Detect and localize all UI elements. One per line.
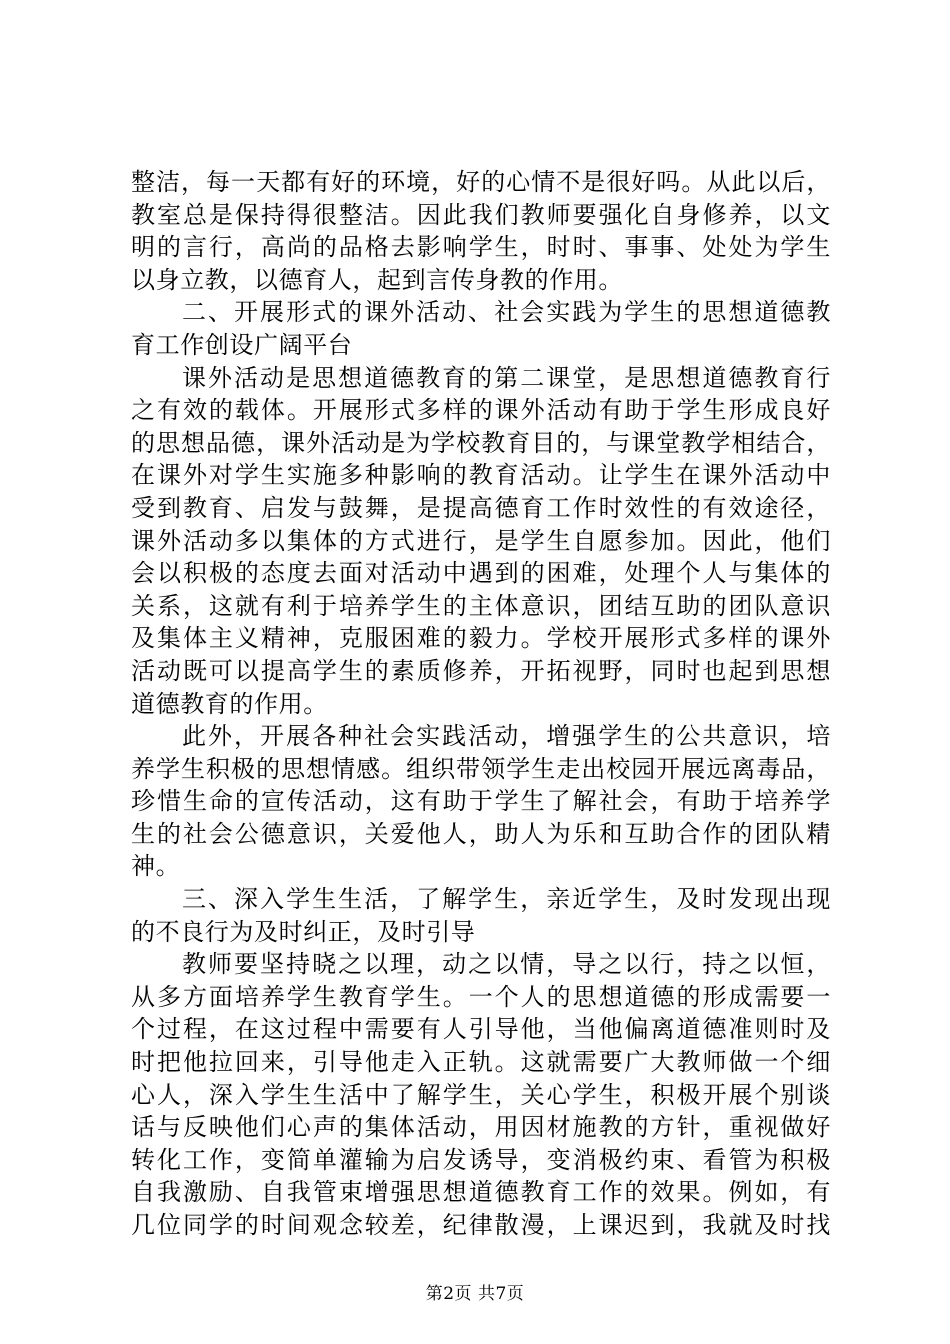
text-line: 教师要坚持晓之以理，动之以情，导之以行，持之以恒， xyxy=(182,950,831,979)
text-line: 整洁，每一天都有好的环境，好的心情不是很好吗。从此以后， xyxy=(131,168,831,196)
section-heading-line: 的不良行为及时纠正，及时引导 xyxy=(131,917,476,946)
text-line: 会以积极的态度去面对活动中遇到的困难，处理个人与集体的 xyxy=(131,559,831,588)
text-line: 时把他拉回来，引导他走入正轨。这就需要广大教师做一个细 xyxy=(131,1048,831,1077)
text-line: 神。 xyxy=(131,852,181,881)
text-line: 生的社会公德意识，关爱他人，助人为乐和互助合作的团队精 xyxy=(131,819,831,848)
text-line: 珍惜生命的宣传活动，这有助于学生了解社会，有助于培养学 xyxy=(131,787,831,816)
text-line: 此外，开展各种社会实践活动，增强学生的公共意识，培 xyxy=(182,722,831,751)
page-number-footer: 第2页 共7页 xyxy=(425,1284,525,1304)
text-line: 养学生积极的思想情感。组织带领学生走出校园开展远离毒品， xyxy=(131,754,831,783)
text-line: 及集体主义精神，克服困难的毅力。学校开展形式多样的课外 xyxy=(131,624,831,653)
text-line: 受到教育、启发与鼓舞，是提高德育工作时效性的有效途径， xyxy=(131,493,831,522)
text-line: 课外活动是思想道德教育的第二课堂，是思想道德教育行 xyxy=(182,363,831,392)
text-line: 转化工作，变简单灌输为启发诱导，变消极约束、看管为积极 xyxy=(131,1145,831,1174)
text-line: 关系，这就有利于培养学生的主体意识，团结互助的团队意识 xyxy=(131,591,831,620)
text-line: 从多方面培养学生教育学生。一个人的思想道德的形成需要一 xyxy=(131,982,831,1011)
text-line: 明的言行，高尚的品格去影响学生，时时、事事、处处为学生 xyxy=(131,233,831,262)
text-line: 个过程，在这过程中需要有人引导他，当他偏离道德准则时及 xyxy=(131,1015,831,1044)
text-line: 的思想品德，课外活动是为学校教育目的，与课堂教学相结合， xyxy=(131,428,831,457)
text-line: 教室总是保持得很整洁。因此我们教师要强化自身修养，以文 xyxy=(131,200,831,229)
text-line: 心人，深入学生生活中了解学生，关心学生，积极开展个别谈 xyxy=(131,1080,831,1109)
text-line: 话与反映他们心声的集体活动，用因材施教的方针，重视做好 xyxy=(131,1113,831,1142)
text-line: 以身立教，以德育人，起到言传身教的作用。 xyxy=(131,265,623,294)
text-line: 道德教育的作用。 xyxy=(131,689,328,718)
text-line: 自我激励、自我管束增强思想道德教育工作的效果。例如，有 xyxy=(131,1178,831,1207)
text-line: 课外活动多以集体的方式进行，是学生自愿参加。因此，他们 xyxy=(131,526,831,555)
text-line: 之有效的载体。开展形式多样的课外活动有助于学生形成良好 xyxy=(131,396,831,425)
section-heading-line: 三、深入学生生活，了解学生，亲近学生，及时发现出现 xyxy=(182,885,831,914)
section-heading-line: 育工作创设广阔平台 xyxy=(131,330,353,359)
text-line: 活动既可以提高学生的素质修养，开拓视野，同时也起到思想 xyxy=(131,656,831,685)
text-line: 几位同学的时间观念较差，纪律散漫，上课迟到，我就及时找 xyxy=(131,1211,831,1239)
section-heading-line: 二、开展形式的课外活动、社会实践为学生的思想道德教 xyxy=(182,298,831,327)
body-text xyxy=(131,166,831,1242)
text-line: 在课外对学生实施多种影响的教育活动。让学生在课外活动中 xyxy=(131,461,831,490)
